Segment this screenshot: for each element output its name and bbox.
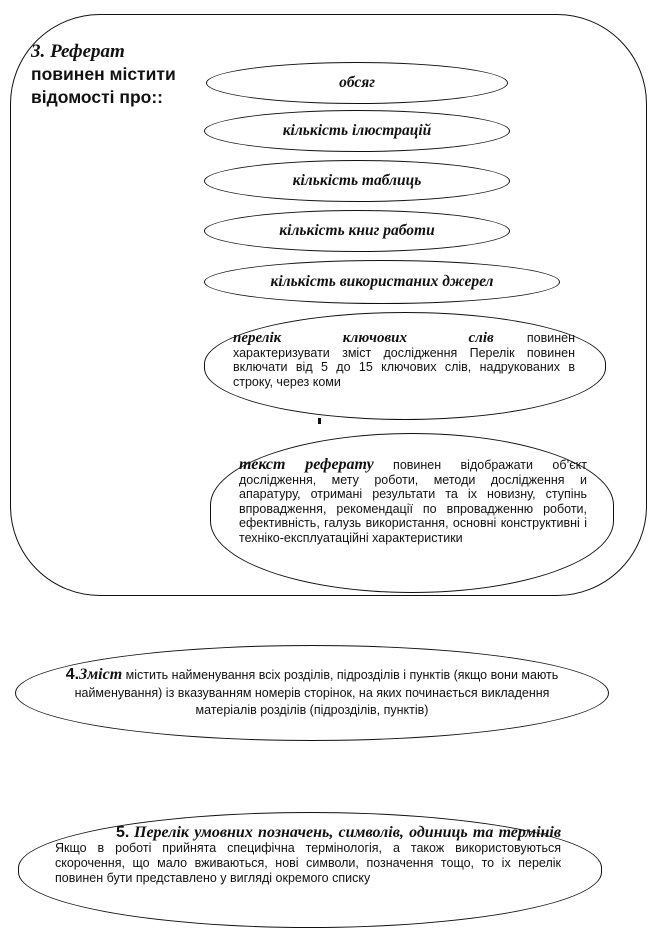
pill-volume: обсяг [206,62,508,104]
abstract-text: повинен відображати об’єкт дослідження, мету роботи, методи дослідження и апаратуру, отримані результати та іх новизну, ступінь впровадження, рекомендації по впровадженню роботи, ефективність, галузь використання, основні конструктивні і техніко-експлуатаційні характеристики [239,458,587,545]
keywords-lead: перелік ключових слів [233,330,494,346]
section-3-subtitle: повинен містити відомості про:: [31,64,176,107]
keywords-oval [204,312,606,420]
section-4-oval [15,645,609,741]
abstract-oval [210,433,614,593]
section-5-oval [18,812,602,928]
pill-sources: кількість використаних джерел [204,260,560,304]
section-4-number: 4. [65,666,80,683]
abstract-lead: текст реферату [239,456,374,473]
section-5-lead: Перелік умовних позначень, символів, одиниць та термінів [134,824,561,841]
section-4-text: містить найменування всіх розділів, підрозділів і пунктів (якщо вони мають найменування) із вказуванням номерів сторінок, на яких починається викладення матеріалів розділів (підрозділів, пунктів) [74,668,559,717]
keywords-text: повинен характеризувати зміст дослідження Перелік повинен включати від 5 до 15 ключових слів, надрукованих в строку, через коми [233,331,576,389]
pill-books: кількість книг работи [204,210,510,252]
section-5-text: Якщо в роботі прийнята специфічна термінологія, а також використовуються скорочення, що мало вживаються, нові символи, позначення тощо, то іх перелік повинен бути представлено у вигляді окремого списку [55,841,561,885]
section-3-number: 3. [31,41,46,62]
section-5-number: 5. [115,824,130,841]
pill-tables: кількість таблиць [204,160,510,202]
dot-mark [318,418,321,424]
section-3-heading [31,40,206,109]
section-4-lead: Зміст [79,666,123,683]
pill-illustrations: кількість ілюстрацій [204,110,510,152]
section-3-title: Реферат [50,41,125,62]
